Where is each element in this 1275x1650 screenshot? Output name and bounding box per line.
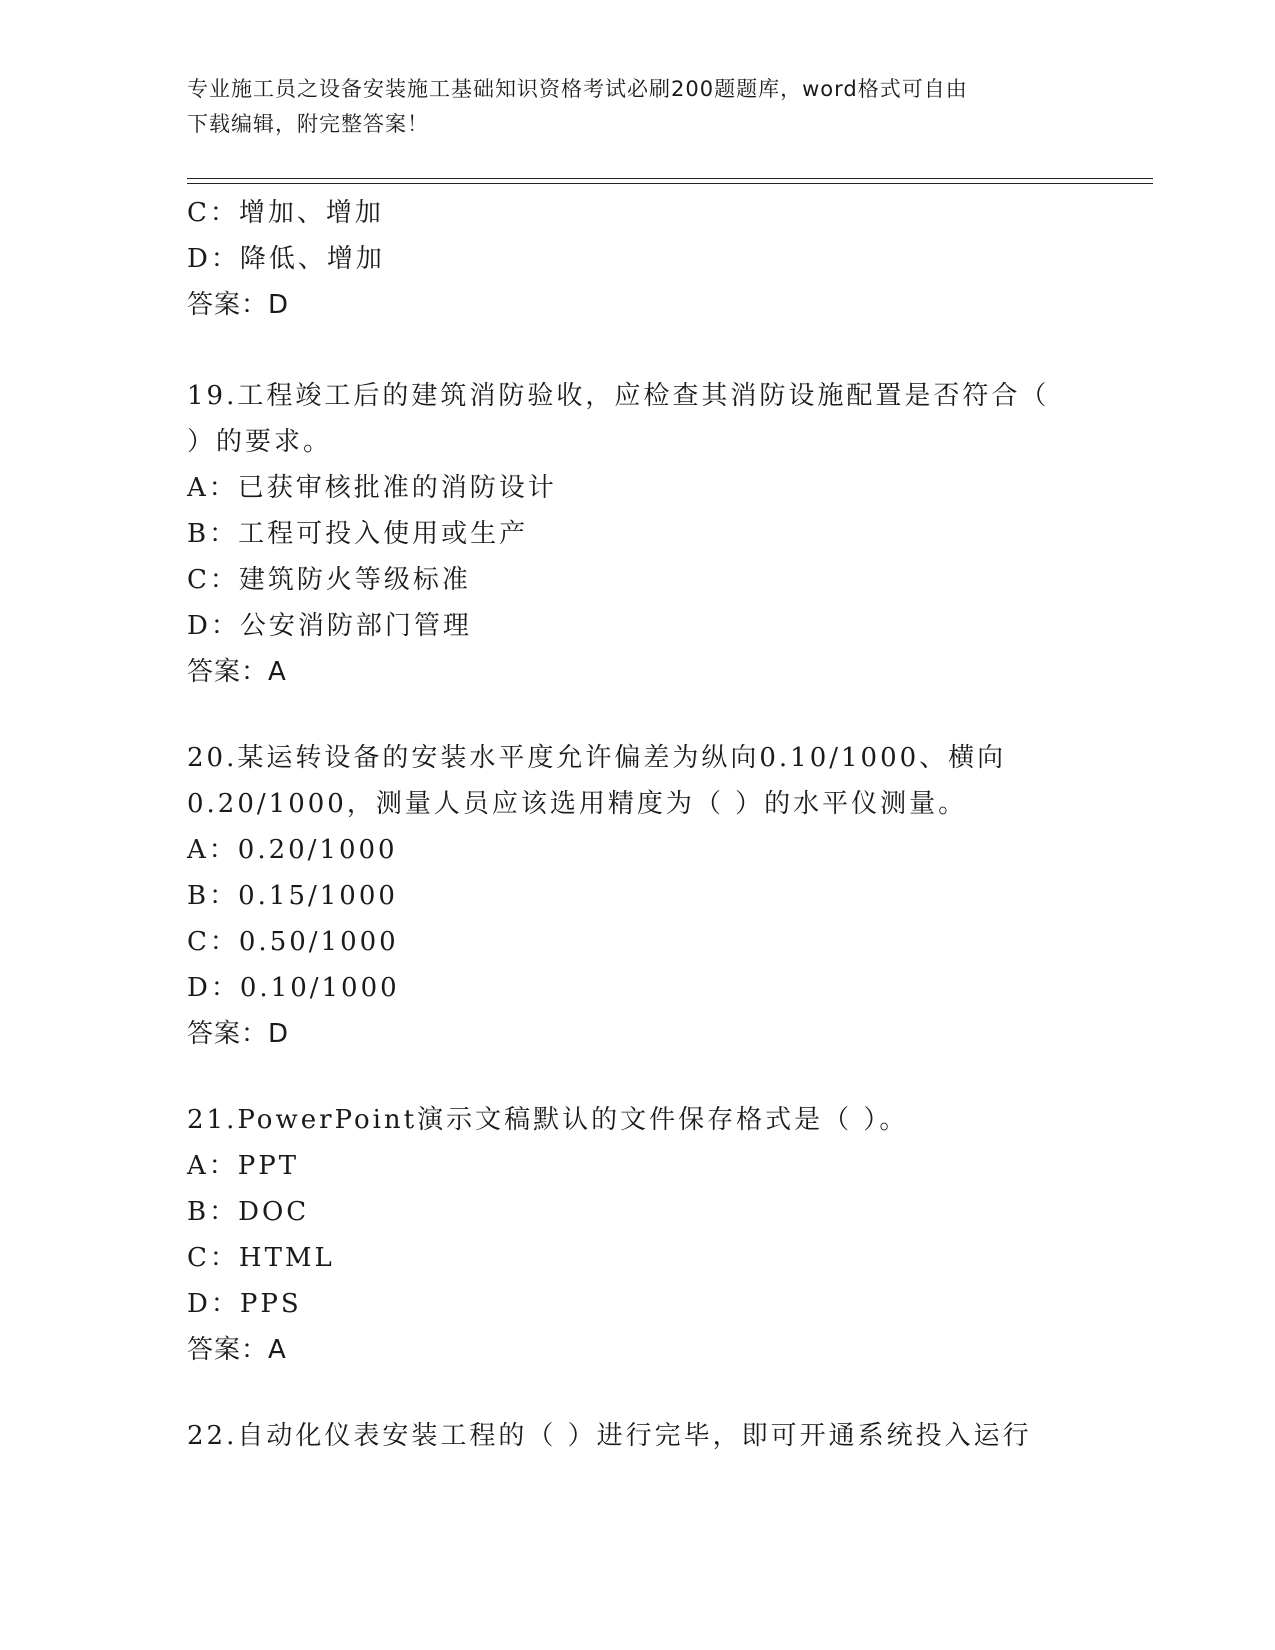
question-text: 22.自动化仪表安装工程的（ ）进行完毕，即可开通系统投入运行	[187, 1421, 1032, 1451]
option-c: C：建筑防火等级标准	[187, 565, 471, 595]
option-d: D：公安消防部门管理	[187, 611, 472, 641]
option-d: D：PPS	[187, 1289, 302, 1319]
question-21	[187, 1097, 1087, 1373]
option-b: B：DOC	[187, 1197, 310, 1227]
question-text-cont: ）的要求。	[187, 427, 333, 457]
option-c: C：HTML	[187, 1243, 335, 1273]
header-divider-bottom	[187, 183, 1153, 184]
question-text: 20.某运转设备的安装水平度允许偏差为纵向0.10/1000、横向	[187, 743, 1007, 773]
option-c: C：增加、增加	[187, 198, 384, 228]
document-header	[187, 72, 1087, 142]
question-text: 19.工程竣工后的建筑消防验收，应检查其消防设施配置是否符合（	[187, 381, 1050, 411]
spacer	[187, 695, 1087, 735]
question-20	[187, 735, 1087, 1057]
option-a: A：已获审核批准的消防设计	[187, 473, 557, 503]
option-d: D：0.10/1000	[187, 973, 400, 1003]
answer: 答案：A	[187, 1335, 287, 1365]
option-b: B：工程可投入使用或生产	[187, 519, 529, 549]
header-divider-top	[187, 178, 1153, 179]
option-c: C：0.50/1000	[187, 927, 399, 957]
option-a: A：PPT	[187, 1151, 300, 1181]
question-text: 21.PowerPoint演示文稿默认的文件保存格式是（ ）。	[187, 1105, 909, 1135]
question-19	[187, 373, 1087, 695]
question-block-prev	[187, 190, 1087, 328]
header-line-1: 专业施工员之设备安装施工基础知识资格考试必刷200题题库，word格式可自由	[187, 77, 968, 101]
answer: 答案：A	[187, 657, 287, 687]
spacer	[187, 1373, 1087, 1413]
spacer	[187, 1057, 1087, 1097]
answer: 答案：D	[187, 290, 290, 320]
option-b: B：0.15/1000	[187, 881, 398, 911]
option-d: D：降低、增加	[187, 244, 385, 274]
option-a: A：0.20/1000	[187, 835, 398, 865]
question-list	[187, 190, 1087, 1459]
question-22	[187, 1413, 1087, 1459]
question-text-cont: 0.20/1000，测量人员应该选用精度为（ ）的水平仪测量。	[187, 789, 968, 819]
header-line-2: 下载编辑，附完整答案！	[187, 112, 429, 136]
answer: 答案：D	[187, 1019, 290, 1049]
spacer	[187, 328, 1087, 373]
